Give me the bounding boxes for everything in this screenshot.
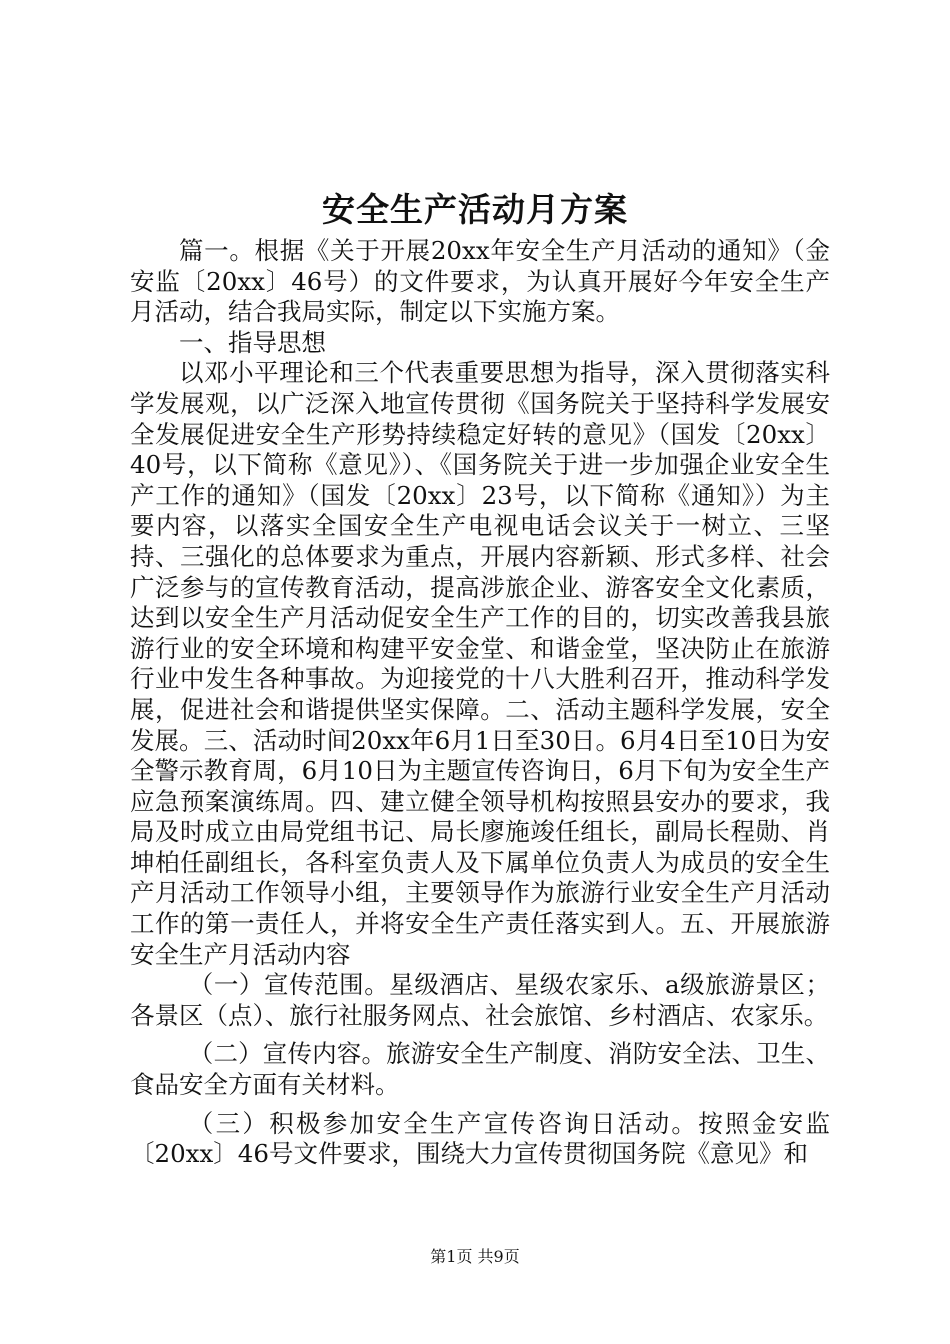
heading-guiding-ideology: 一、指导思想 (179, 327, 326, 357)
paragraph-main-content: 以邓小平理论和三个代表重要思想为指导，深入贯彻落实科学发展观，以广泛深入地宣传贯彻《国务院关于坚持科学发展安全发展促进安全生产形势持续稳定好转的意见》（国发〔20xx〕40号，以下简称《意见》）、《国务院关于进一步加强企业安全生产工作的通知》（国发〔20xx〕23号，以下简称《通知》）为主要内容，以落实全国安全生产电视电话会议关于一树立、三坚持、三强化的总体要求为重点，开展内容新颖、形式多样、社会广泛参与的宣传教育活动，提高涉旅企业、游客安全文化素质，达到以安全生产月活动促安全生产工作的目的，切实改善我县旅游行业的安全环境和构建平安金堂、和谐金堂，坚决防止在旅游行业中发生各种事故。为迎接党的十八大胜利召开，推动科学发展，促进社会和谐提供坚实保障。二、活动主题科学发展，安全发展。三、活动时间20xx年6月1日至30日。6月4日至10日为安全警示教育周，6月10日为主题宣传咨询日，6月下旬为安全生产应急预案演练周。四、建立健全领导机构按照县安办的要求，我局及时成立由局党组书记、局长廖施竣任组长，副局长程勋、肖坤柏任副组长，各科室负责人及下属单位负责人为成员的安全生产月活动工作领导小组，主要领导作为旅游行业安全生产月活动工作的第一责任人，并将安全生产责任落实到人。五、开展旅游安全生产月活动内容 (130, 358, 830, 969)
paragraph-publicity-content: （二）宣传内容。旅游安全生产制度、消防安全法、卫生、食品安全方面有关材料。 (130, 1039, 830, 1100)
document-title: 安全生产活动月方案 (322, 190, 628, 229)
page-number-footer: 第1页 共9页 (430, 1247, 520, 1266)
document-body (130, 236, 830, 1170)
paragraph-intro: 篇一。根据《关于开展20xx年安全生产月活动的通知》（金安监〔20xx〕46号）的文件要求，为认真开展好今年安全生产月活动，结合我局实际，制定以下实施方案。 (130, 236, 830, 327)
paragraph-publicity-scope: （一）宣传范围。星级酒店、星级农家乐、a级旅游景区；各景区（点）、旅行社服务网点、社会旅馆、乡村酒店、农家乐。 (130, 970, 830, 1030)
paragraph-consultation-day: （三）积极参加安全生产宣传咨询日活动。按照金安监〔20xx〕46号文件要求，围绕大力宣传贯彻国务院《意见》和 (130, 1108, 830, 1169)
